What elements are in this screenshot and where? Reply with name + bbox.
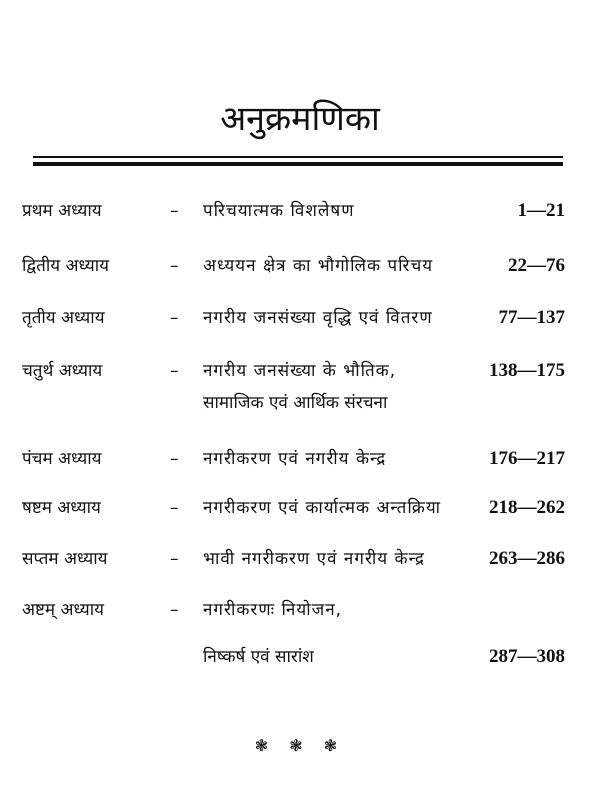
- chapter-title: परिचयात्मक विशलेषण: [203, 201, 355, 221]
- chapter-title: अध्ययन क्षेत्र का भौगोलिक परिचय: [203, 256, 434, 276]
- entry-dash: –: [170, 600, 179, 620]
- page-range: 22—76: [508, 255, 565, 276]
- chapter-title: नगरीकरण एवं कार्यात्मक अन्तक्रिया: [203, 498, 442, 518]
- chapter-label: पंचम अध्याय: [22, 449, 102, 469]
- page-range: 176—217: [489, 448, 565, 469]
- page-range: 1—21: [517, 200, 565, 221]
- page-range: 77—137: [498, 307, 565, 328]
- chapter-label: षष्टम अध्याय: [22, 498, 101, 518]
- chapter-title: नगरीकरणः नियोजन,: [203, 600, 343, 620]
- chapter-label: अष्टम् अध्याय: [22, 600, 104, 620]
- chapter-title: नगरीय जनसंख्या वृद्धि एवं वितरण: [203, 308, 433, 328]
- page-range: 287—308: [489, 646, 565, 667]
- chapter-label: प्रथम अध्याय: [22, 201, 102, 221]
- entry-dash: –: [170, 361, 179, 381]
- chapter-label: चतुर्थ अध्याय: [22, 361, 103, 381]
- page-range: 263—286: [489, 548, 565, 569]
- chapter-label: सप्तम अध्याय: [22, 549, 108, 569]
- page-title: अनुक्रमणिका: [220, 99, 380, 139]
- entry-dash: –: [170, 201, 179, 221]
- entry-dash: –: [170, 449, 179, 469]
- chapter-title: नगरीकरण एवं नगरीय केन्द्र: [203, 449, 387, 469]
- entry-dash: –: [170, 549, 179, 569]
- page-range: 138—175: [489, 360, 565, 381]
- chapter-title: नगरीय जनसंख्या के भौतिक,: [203, 361, 397, 381]
- chapter-title-continued: निष्कर्ष एवं सारांश: [203, 647, 314, 667]
- entry-dash: –: [170, 498, 179, 518]
- entry-dash: –: [170, 256, 179, 276]
- chapter-label: तृतीय अध्याय: [22, 308, 105, 328]
- page-range: 218—262: [489, 497, 565, 518]
- chapter-title: भावी नगरीकरण एवं नगरीय केन्द्र: [203, 549, 425, 569]
- closing-ornament: ❃ ❃ ❃: [254, 736, 346, 755]
- chapter-title-continued: सामाजिक एवं आर्थिक संरचना: [203, 393, 388, 413]
- chapter-label: द्वितीय अध्याय: [22, 256, 110, 276]
- entry-dash: –: [170, 308, 179, 328]
